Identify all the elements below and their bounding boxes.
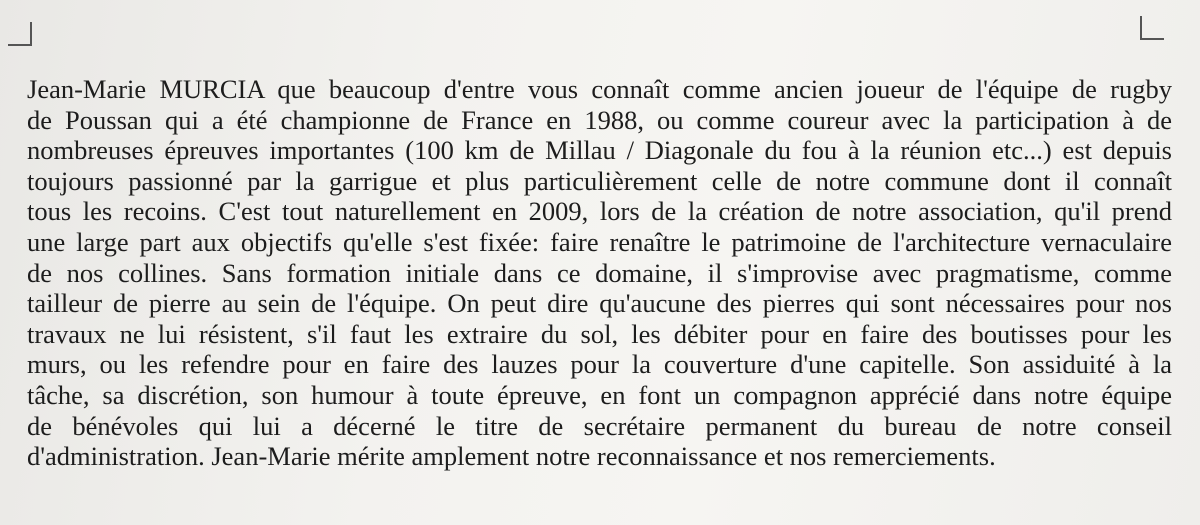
margin-corner-mark-top-right — [1140, 16, 1164, 40]
text-line: toujours passionné par la garrigue et plus particulièrement celle de notre commune dont il connaît — [27, 165, 1172, 196]
text-line-last: d'administration. Jean-Marie mérite amplement notre reconnaissance et nos remerciements. — [27, 441, 996, 472]
text-line: murs, ou les refendre pour en faire des lauzes pour la couverture d'une capitelle. Son assiduité à la — [27, 349, 1172, 380]
text-line: travaux ne lui résistent, s'il faut les extraire du sol, les débiter pour en faire des boutisses pour les — [27, 318, 1172, 349]
text-line: tous les recoins. C'est tout naturellement en 2009, lors de la création de notre association, qu'il prend — [27, 196, 1172, 227]
text-line: une large part aux objectifs qu'elle s'est fixée: faire renaître le patrimoine de l'architecture vernaculaire — [27, 226, 1172, 257]
text-line: de bénévoles qui lui a décerné le titre de secrétaire permanent du bureau de notre conseil — [27, 410, 1172, 441]
text-line: nombreuses épreuves importantes (100 km de Millau / Diagonale du fou à la réunion etc...) est depuis — [27, 135, 1172, 166]
text-line: de nos collines. Sans formation initiale dans ce domaine, il s'improvise avec pragmatisme, comme — [27, 257, 1172, 288]
text-line: tâche, sa discrétion, son humour à toute épreuve, en font un compagnon apprécié dans notre équipe — [27, 379, 1172, 410]
paragraph — [27, 74, 1172, 472]
text-line: Jean-Marie MURCIA que beaucoup d'entre vous connaît comme ancien joueur de l'équipe de rugby — [27, 74, 1172, 104]
text-line: de Poussan qui a été championne de France en 1988, ou comme coureur avec la participation à de — [27, 104, 1172, 135]
text-line: tailleur de pierre au sein de l'équipe. On peut dire qu'aucune des pierres qui sont nécessaires pour nos — [27, 288, 1172, 319]
margin-corner-mark-top-left — [8, 22, 32, 46]
